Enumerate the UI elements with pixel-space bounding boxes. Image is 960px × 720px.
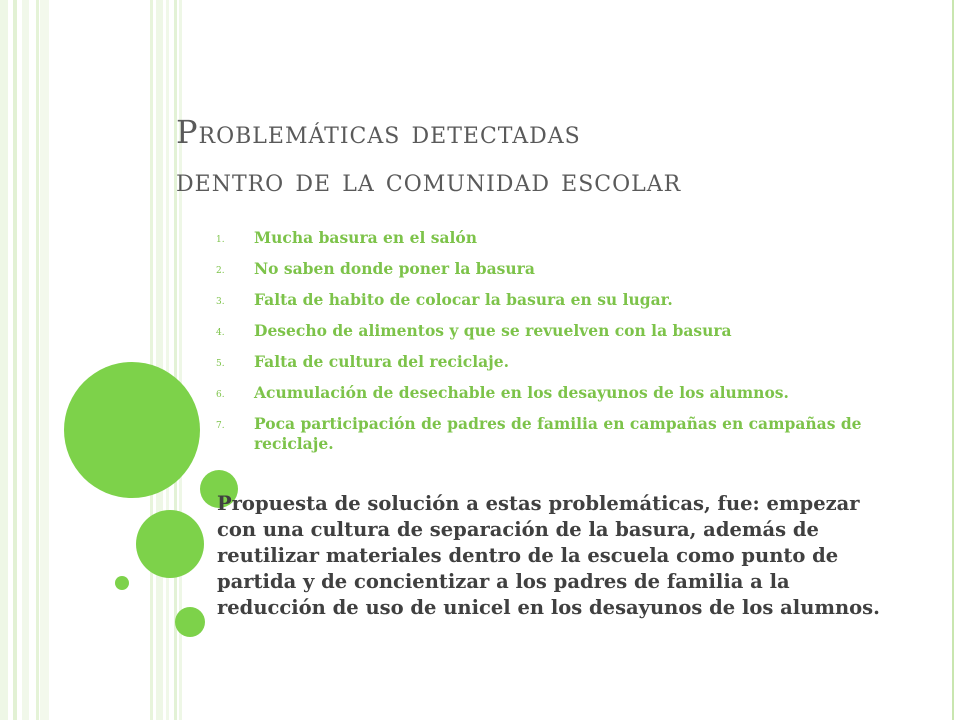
list-item-number: 5. [216, 359, 225, 369]
list-item-text: Falta de cultura del reciclaje. [254, 352, 509, 371]
list-item-number: 1. [216, 235, 225, 245]
proposal-paragraph: Propuesta de solución a estas problemáticas, fue: empezar con una cultura de separación de la basura, además de reutilizar materiales dentro de la escuela como punto de partida y de concientizar a los padres de familia a la reducción de uso de unicel en los desayunos de los alumnos. [217, 492, 880, 619]
list-item [216, 259, 876, 281]
problem-list [216, 228, 876, 463]
slide-title-line1: Problemáticas detectadas [176, 113, 581, 151]
decor-stripe [156, 0, 163, 720]
list-item [216, 383, 876, 405]
list-item-text: Desecho de alimentos y que se revuelven con la basura [254, 321, 732, 340]
list-item [216, 321, 876, 343]
slide-title-line2: dentro de la comunidad escolar [176, 161, 682, 199]
list-item-text: Falta de habito de colocar la basura en su lugar. [254, 290, 673, 309]
decor-stripe [40, 0, 49, 720]
list-item-number: 4. [216, 328, 225, 338]
list-item-text: Acumulación de desechable en los desayunos de los alumnos. [254, 383, 789, 402]
decor-circle-small [175, 607, 205, 637]
decor-stripe [13, 0, 17, 720]
list-item-text: Poca participación de padres de familia en campañas en campañas de reciclaje. [254, 414, 862, 453]
list-item-number: 3. [216, 297, 225, 307]
decor-circle-tiny [115, 576, 129, 590]
decor-circle-medium [136, 510, 204, 578]
list-item-number: 6. [216, 390, 225, 400]
decor-stripe [22, 0, 29, 720]
decor-stripe [166, 0, 169, 720]
decor-right-line [952, 0, 954, 720]
list-item-text: Mucha basura en el salón [254, 228, 477, 247]
list-item [216, 352, 876, 374]
list-item [216, 228, 876, 250]
list-item-text: No saben donde poner la basura [254, 259, 535, 278]
slide-title [176, 108, 916, 204]
decor-circle-large [64, 362, 200, 498]
list-item-number: 2. [216, 266, 225, 276]
decor-stripe [0, 0, 8, 720]
list-item-number: 7. [216, 421, 225, 431]
list-item [216, 290, 876, 312]
list-item [216, 414, 876, 454]
decor-stripe [150, 0, 153, 720]
decor-stripe [36, 0, 39, 720]
